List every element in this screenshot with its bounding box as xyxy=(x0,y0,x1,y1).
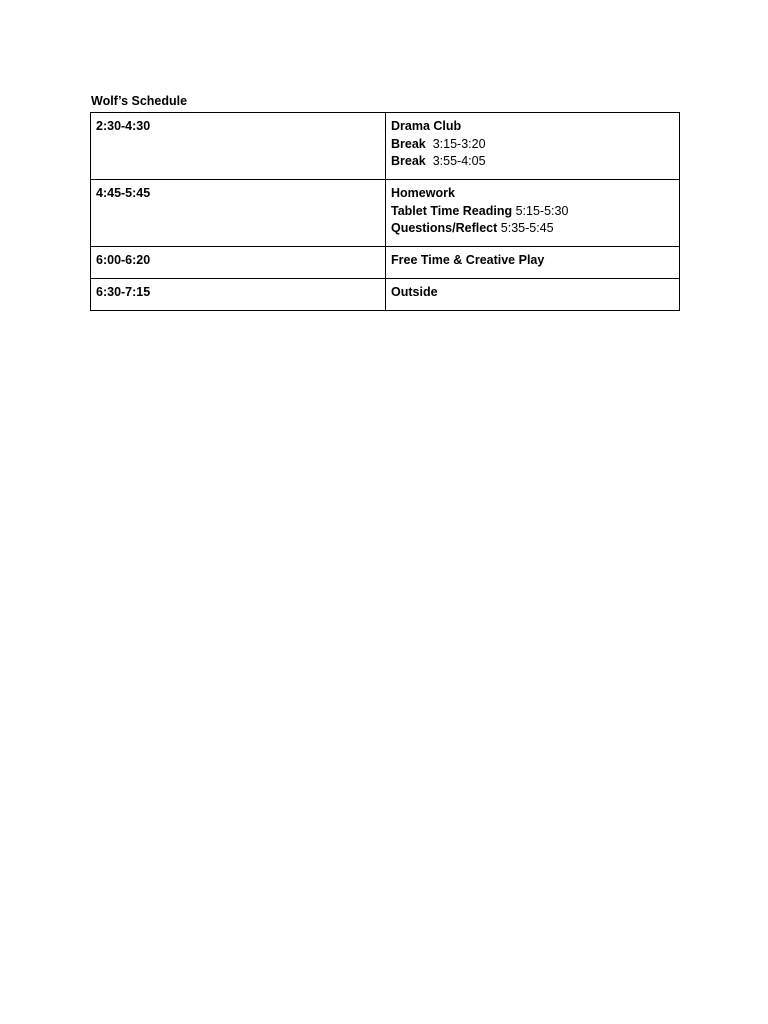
activity-cell xyxy=(386,279,680,311)
activity-cell xyxy=(386,247,680,279)
table-row xyxy=(91,247,680,279)
activity-line xyxy=(391,203,674,221)
activity-time-detail: 5:35-5:45 xyxy=(500,221,554,235)
activity-line xyxy=(391,118,674,136)
activity-label: Homework xyxy=(391,186,455,200)
activity-line xyxy=(391,153,674,171)
activity-line xyxy=(391,136,674,154)
activity-label: Free Time & Creative Play xyxy=(391,253,545,267)
activity-time-detail: 5:15-5:30 xyxy=(515,203,569,218)
activity-line xyxy=(391,284,674,302)
activity-line xyxy=(391,252,674,270)
activity-label: Outside xyxy=(391,285,438,299)
table-row xyxy=(91,180,680,247)
activity-time-detail: 3:15-3:20 xyxy=(432,136,486,151)
activity-cell xyxy=(386,180,680,247)
activity-label: Tablet Time Reading xyxy=(391,203,513,218)
table-row xyxy=(91,113,680,180)
activity-label: Drama Club xyxy=(391,119,462,133)
activity-label: Break xyxy=(391,136,426,151)
document-title: Wolf’s Schedule xyxy=(91,94,188,108)
time-cell: 6:00-6:20 xyxy=(91,247,386,279)
time-cell: 6:30-7:15 xyxy=(91,279,386,311)
activity-line xyxy=(391,220,674,238)
time-cell: 4:45-5:45 xyxy=(91,180,386,247)
activity-label: Break xyxy=(391,154,426,168)
activity-label: Questions/Reflect xyxy=(391,221,498,235)
table-row xyxy=(91,279,680,311)
time-cell: 2:30-4:30 xyxy=(91,113,386,180)
schedule-table xyxy=(90,112,680,311)
activity-line xyxy=(391,185,674,203)
activity-time-detail: 3:55-4:05 xyxy=(432,154,486,168)
activity-cell xyxy=(386,113,680,180)
